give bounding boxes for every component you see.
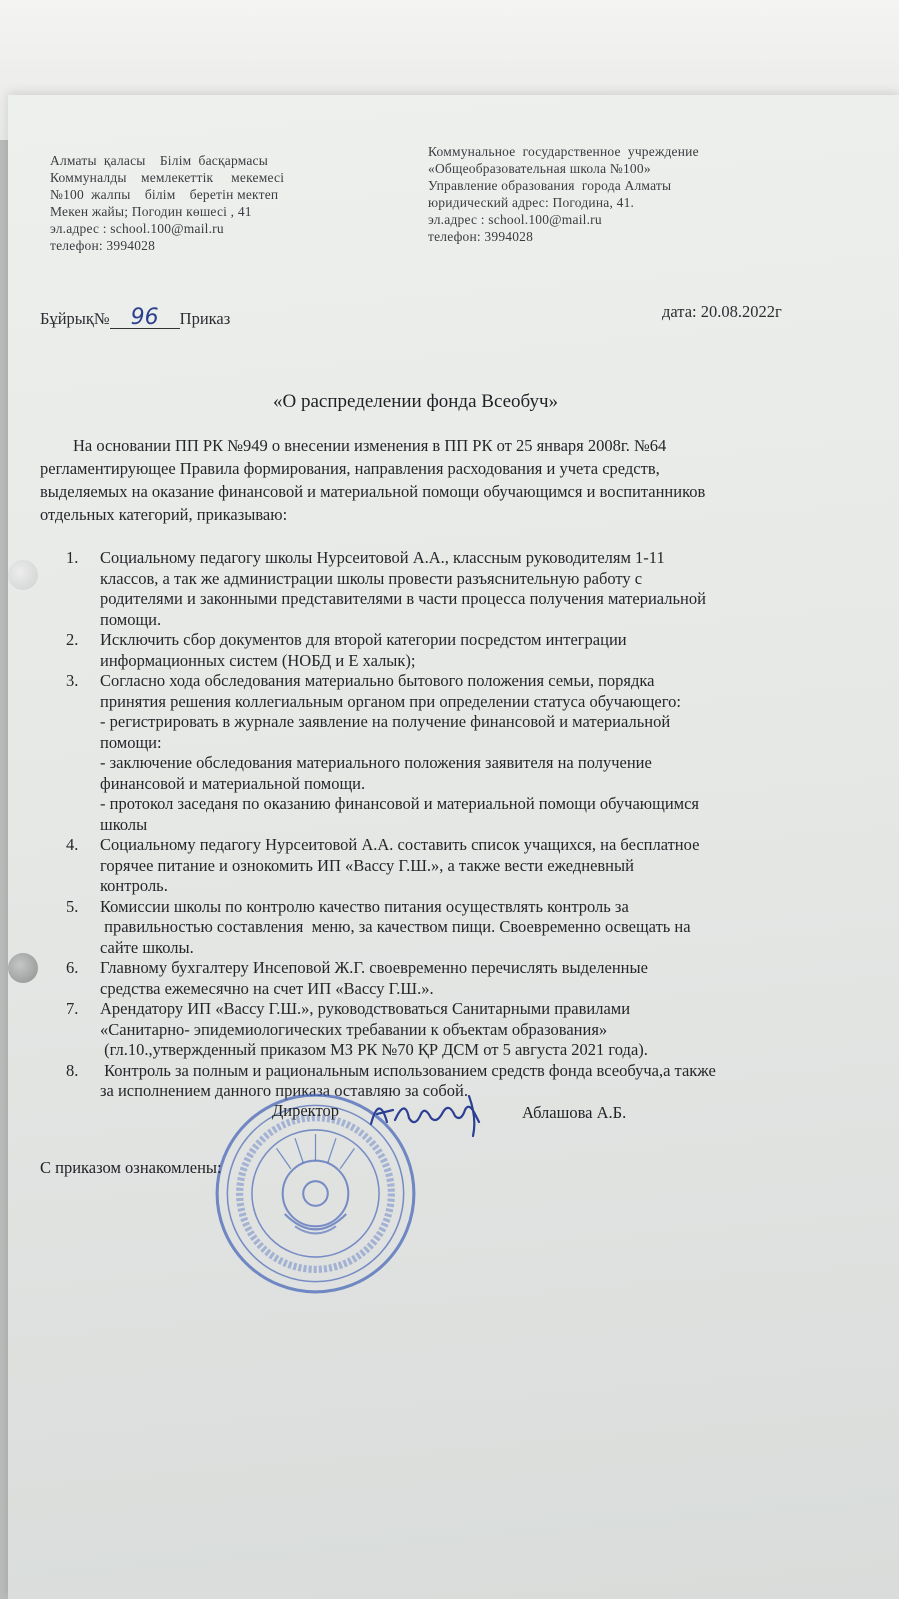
intro-line: выделяемых на оказание финансовой и материальной помощи обучающимся и воспитанников xyxy=(40,482,706,501)
item-line: - протокол заседаня по оказанию финансовой и материальной помощи обучающимся xyxy=(100,794,700,813)
item-line: помощи: xyxy=(100,732,162,752)
header-right-line: телефон: 3994028 xyxy=(428,229,534,244)
item-line: горячее питание и ознокомить ИП «Вассу Г.Ш.», а также вести ежедневный xyxy=(100,855,634,875)
acknowledgement-label: С приказом ознакомлены: xyxy=(40,1158,222,1177)
director-title: Директор xyxy=(272,1101,339,1120)
director-name: Аблашова А.Б. xyxy=(522,1103,627,1122)
item-line: Согласно хода обследования материально бытового положения семьи, порядка xyxy=(100,671,655,690)
header-left-line: Алматы қаласы Білім басқармасы xyxy=(50,153,268,168)
intro-line: регламентирующее Правила формирования, направления расходования и учета средств, xyxy=(40,459,660,478)
order-number-handwritten: 96 xyxy=(110,308,180,329)
item-number: 8. xyxy=(66,1060,79,1080)
header-left-line: телефон: 3994028 xyxy=(50,238,156,253)
item-number: 6. xyxy=(66,958,79,977)
header-right-line: юридический адрес: Погодина, 41. xyxy=(428,195,635,210)
list-item xyxy=(40,958,870,999)
item-number: 7. xyxy=(66,999,79,1018)
header-right-block xyxy=(428,143,699,245)
item-number: 1. xyxy=(66,548,79,567)
item-line: Социальному педагогу школы Нурсеитовой А.А., классным руководителям 1-11 xyxy=(100,548,665,567)
item-line: Главному бухгалтеру Инсеповой Ж.Г. своевременно перечислять выделенные xyxy=(100,958,648,977)
item-number: 5. xyxy=(66,896,79,916)
item-line: правильностью составления меню, за качеством пищи. Своевременно освещать на xyxy=(100,917,691,936)
item-line: контроль. xyxy=(100,876,168,895)
list-item xyxy=(40,548,870,630)
item-line: финансовой и материальной помощи. xyxy=(100,773,366,793)
item-line: - регистрировать в журнале заявление на получение финансовой и материальной xyxy=(100,712,671,731)
list-item xyxy=(40,835,870,897)
header-left-line: №100 жалпы білім беретін мектеп xyxy=(50,187,279,202)
punch-hole xyxy=(8,560,38,590)
list-item xyxy=(40,671,870,835)
item-line: за исполнением данного приказа оставляю за собой. xyxy=(100,1081,468,1100)
item-line: сайте школы. xyxy=(100,937,194,957)
header-right-line: «Общеобразовательная школа №100» xyxy=(428,161,651,176)
header-right-line: Коммунальное государственное учреждение xyxy=(428,144,699,159)
order-prefix: Бұйрық№ xyxy=(40,309,110,328)
header-right-line: Управление образования города Алматы xyxy=(428,178,672,193)
item-line: Комиссии школы по контролю качество питания осуществлять контроль за xyxy=(100,896,629,916)
header-left-line: Мекен жайы; Погодин көшесі , 41 xyxy=(50,204,252,219)
item-line: информационных систем (НОБД и Е халык); xyxy=(100,650,416,670)
item-line: Контроль за полным и рациональным использованием средств фонда всеобуча,а также xyxy=(100,1060,716,1080)
director-signature xyxy=(365,1088,505,1138)
intro-line: На основании ПП РК №949 о внесении изменения в ПП РК от 25 января 2008г. №64 xyxy=(40,436,667,455)
item-line: принятия решения коллегиальным органом при определении статуса обучающего: xyxy=(100,691,681,711)
header-left-line: эл.адрес : school.100@mail.ru xyxy=(50,221,224,236)
intro-line: отдельных категорий, приказываю: xyxy=(40,505,288,524)
item-line: классов, а так же администрации школы провести разъяснительную работу с xyxy=(100,568,643,588)
item-line: Социальному педагогу Нурсеитовой А.А. составить список учащихся, на бесплатное xyxy=(100,835,700,854)
list-item xyxy=(40,999,870,1061)
item-number: 3. xyxy=(66,671,79,690)
item-line: средства ежемесячно на счет ИП «Вассу Г.Ш.». xyxy=(100,978,434,998)
item-line: школы xyxy=(100,814,148,834)
intro-paragraph xyxy=(40,434,870,526)
item-line: «Санитарно- эпидемиологических требавании к объектам образования» xyxy=(100,1019,608,1039)
item-number: 4. xyxy=(66,835,79,854)
header-right-line: эл.адрес : school.100@mail.ru xyxy=(428,212,602,227)
item-line: - заключение обследования материального положения заявителя на получение xyxy=(100,753,652,772)
document-title: «О распределении фонда Всеобуч» xyxy=(273,391,559,412)
order-date: дата: 20.08.2022г xyxy=(662,302,782,321)
header-left-block xyxy=(50,152,284,254)
order-items-list xyxy=(40,548,870,1102)
punch-hole xyxy=(8,953,38,983)
item-line: родителями и законными представителями в части процесса получения материальной xyxy=(100,589,706,608)
list-item xyxy=(40,630,870,671)
item-line: Исключить сбор документов для второй категории посредстом интеграции xyxy=(100,630,627,649)
item-line: Арендатору ИП «Вассу Г.Ш.», руководствоваться Санитарными правилами xyxy=(100,999,631,1018)
item-number: 2. xyxy=(66,630,79,649)
order-suffix: Приказ xyxy=(179,309,231,328)
item-line: помощи. xyxy=(100,609,162,629)
list-item xyxy=(40,897,870,959)
header-left-line: Коммуналды мемлекеттік мекемесі xyxy=(50,170,285,185)
item-line: (гл.10.,утвержденный приказом МЗ РК №70 ҚР ДСМ от 5 августа 2021 года). xyxy=(100,1040,648,1059)
order-number-line xyxy=(40,305,231,330)
